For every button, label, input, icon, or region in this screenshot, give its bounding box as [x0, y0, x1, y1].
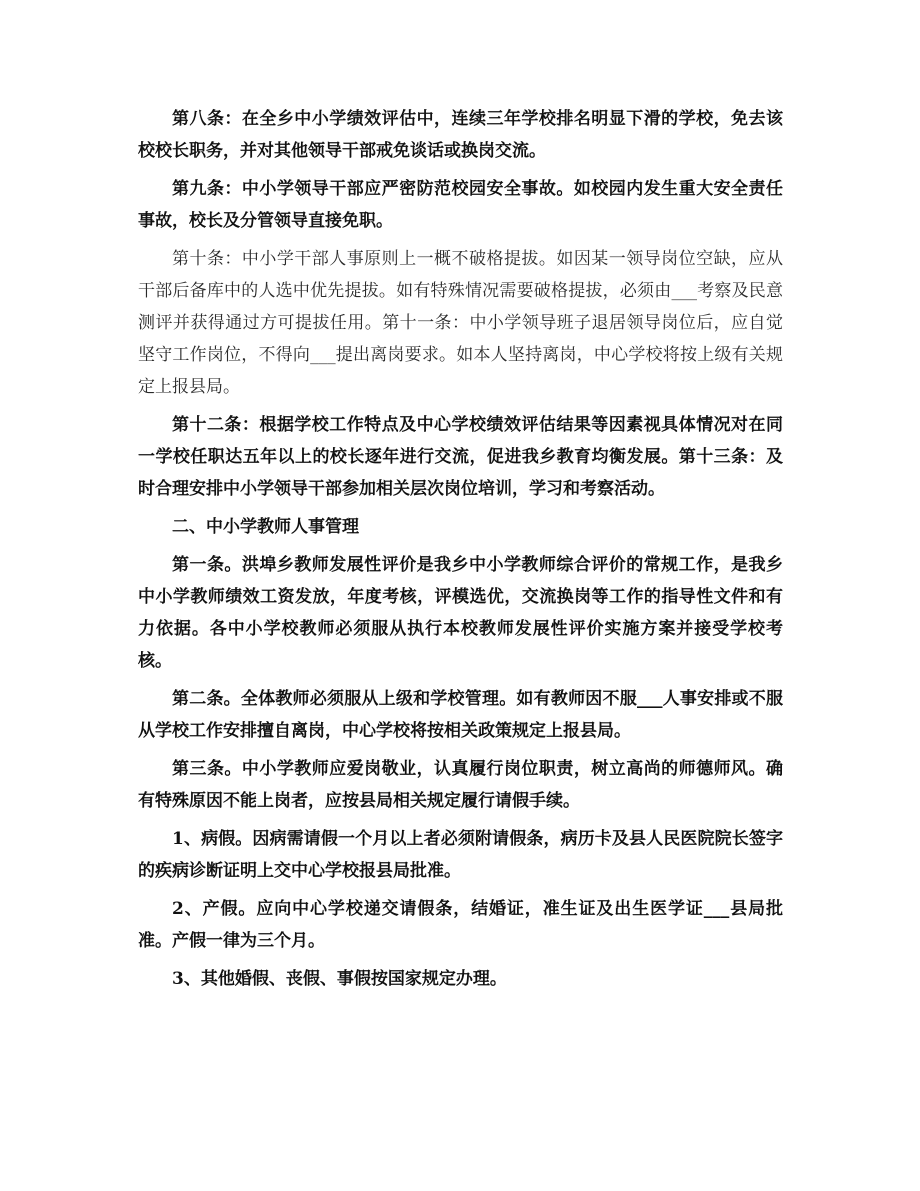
paragraph-article-10-11: 第十条：中小学干部人事原则上一概不破格提拔。如因某一领导岗位空缺，应从干部后备库中的人选中优先提拔。如有特殊情况需要破格提拔，必须由___考察及民意测评并获得通过方可提拔任用。第十一条：中小学领导班子退居领导岗位后，应自觉坚守工作岗位，不得向___提出离岗要求。如本人坚持离岗，中心学校将按上级有关规定上报县局。 — [138, 249, 783, 397]
paragraph-article-9: 第九条：中小学领导干部应严密防范校园安全事故。如校园内发生重大安全责任事故，校长及分管领导直接免职。 — [138, 179, 783, 231]
paragraph-maternity-leave: 2、产假。应向中心学校递交请假条，结婚证，准生证及出生医学证___县局批准。产假一律为三个月。 — [138, 899, 783, 951]
section-heading-teacher-personnel: 二、中小学教师人事管理 — [172, 517, 359, 537]
document-body — [138, 103, 783, 1001]
paragraph-teacher-article-2: 第二条。全体教师必须服从上级和学校管理。如有教师因不服___人事安排或不服从学校工作安排擅自离岗，中心学校将按相关政策规定上报县局。 — [138, 689, 783, 741]
paragraph-article-12-13: 第十二条：根据学校工作特点及中心学校绩效评估结果等因素视具体情况对在同一学校任职达五年以上的校长逐年进行交流，促进我乡教育均衡发展。第十三条：及时合理安排中小学领导干部参加相关层次岗位培训，学习和考察活动。 — [138, 415, 783, 499]
paragraph-article-8: 第八条：在全乡中小学绩效评估中，连续三年学校排名明显下滑的学校，免去该校校长职务，并对其他领导干部戒免谈话或换岗交流。 — [138, 109, 783, 161]
paragraph-teacher-article-1: 第一条。洪埠乡教师发展性评价是我乡中小学教师综合评价的常规工作，是我乡中小学教师绩效工资发放，年度考核，评模选优，交流换岗等工作的指导性文件和有力依据。各中小学校教师必须服从执行本校教师发展性评价实施方案并接受学校考核。 — [138, 555, 783, 671]
paragraph-other-leave: 3、其他婚假、丧假、事假按国家规定办理。 — [172, 969, 507, 989]
paragraph-sick-leave: 1、病假。因病需请假一个月以上者必须附请假条，病历卡及县人民医院院长签字的疾病诊断证明上交中心学校报县局批准。 — [138, 829, 783, 881]
paragraph-teacher-article-3: 第三条。中小学教师应爱岗敬业，认真履行岗位职责，树立高尚的师德师风。确有特殊原因不能上岗者，应按县局相关规定履行请假手续。 — [138, 759, 783, 811]
